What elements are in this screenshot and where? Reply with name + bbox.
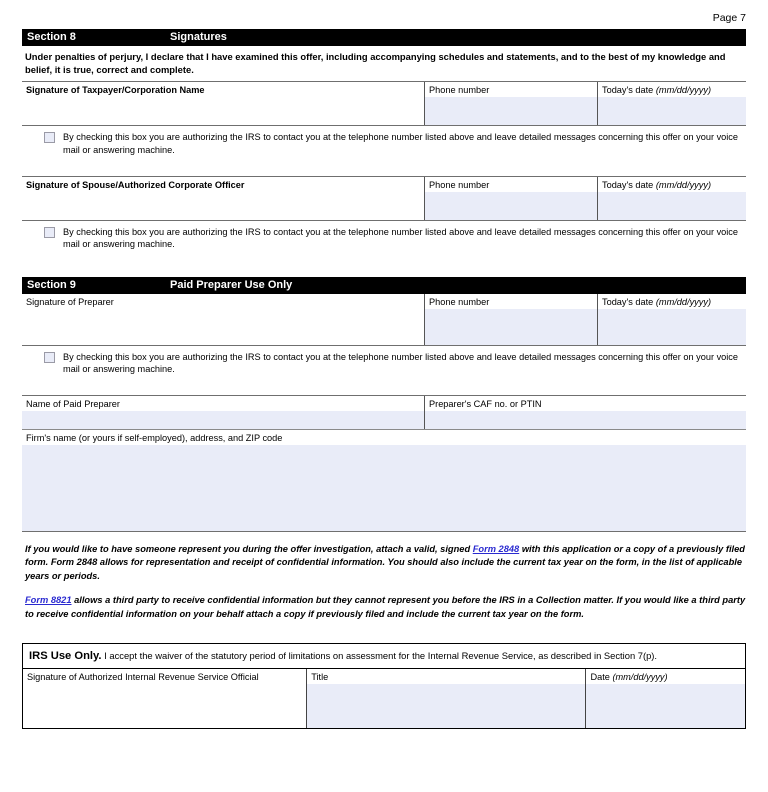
page-number: Page 7 xyxy=(712,12,746,24)
spouse-phone-label: Phone number xyxy=(429,179,490,190)
section-8-number: Section 8 xyxy=(27,31,76,43)
spouse-signature-label: Signature of Spouse/Authorized Corporate Officer xyxy=(26,179,245,190)
section-8-header xyxy=(22,29,746,46)
perjury-statement: Under penalties of perjury, I declare that I have examined this offer, including accompanying schedules and statements, and to the best of my knowledge and belief, it is true, correct and complete. xyxy=(25,51,726,76)
spouse-signature-cell xyxy=(22,177,424,220)
irs-use-only-heading-text: I accept the waiver of the statutory period of limitations on assessment for the Internal Revenue Service, as described in Section 7(p). xyxy=(101,650,658,661)
irs-use-only-box xyxy=(22,643,746,729)
form-2848-note xyxy=(22,543,746,583)
preparer-signature-label: Signature of Preparer xyxy=(26,296,114,307)
preparer-date-input[interactable] xyxy=(598,309,746,345)
taxpayer-authorization-text: By checking this box you are authorizing the IRS to contact you at the telephone number listed above and leave detailed messages concerning this offer on your voice mail or answering machine. xyxy=(63,132,739,155)
preparer-date-format: (mm/dd/yyyy) xyxy=(655,296,711,307)
taxpayer-phone-cell xyxy=(424,82,597,125)
section-8-title: Signatures xyxy=(170,31,227,43)
taxpayer-date-cell xyxy=(597,82,746,125)
taxpayer-authorization-checkbox[interactable] xyxy=(44,132,55,143)
firm-name-cell xyxy=(22,430,746,531)
spacer xyxy=(22,163,746,176)
spouse-signature-row xyxy=(22,177,746,220)
taxpayer-signature-cell xyxy=(22,82,424,125)
spouse-date-cell xyxy=(597,177,746,220)
irs-use-only-heading xyxy=(23,644,745,669)
spouse-date-label-text: Today's date xyxy=(602,179,654,190)
taxpayer-signature-label: Signature of Taxpayer/Corporation Name xyxy=(26,85,205,96)
irs-official-signature-label: Signature of Authorized Internal Revenue Service Official xyxy=(27,672,259,682)
spouse-authorization-checkbox[interactable] xyxy=(44,227,55,238)
form-2848-link[interactable]: Form 2848 xyxy=(472,543,520,554)
spacer xyxy=(22,382,746,395)
irs-date-input[interactable] xyxy=(586,684,745,728)
taxpayer-authorization-row[interactable] xyxy=(22,126,746,162)
preparer-authorization-text: By checking this box you are authorizing the IRS to contact you at the telephone number listed above and leave detailed messages concerning this offer on your voice mail or answering machine. xyxy=(63,351,739,375)
preparer-signature-cell xyxy=(22,294,424,345)
spouse-phone-input[interactable] xyxy=(425,192,597,220)
preparer-caf-label: Preparer's CAF no. or PTIN xyxy=(429,398,542,409)
preparer-phone-input[interactable] xyxy=(425,309,597,345)
irs-title-input[interactable] xyxy=(307,684,585,728)
preparer-date-label xyxy=(598,294,746,309)
spouse-phone-cell xyxy=(424,177,597,220)
preparer-signature-row xyxy=(22,294,746,345)
preparer-name-input[interactable] xyxy=(22,411,424,429)
firm-name-input[interactable] xyxy=(22,445,746,531)
spouse-authorization-text: By checking this box you are authorizing the IRS to contact you at the telephone number listed above and leave detailed messages concerning this offer on your voice mail or answering machine. xyxy=(63,226,739,250)
spouse-date-input[interactable] xyxy=(598,192,746,220)
taxpayer-date-label-text: Today's date xyxy=(602,85,654,96)
irs-title-cell xyxy=(306,669,585,728)
section-9-title: Paid Preparer Use Only xyxy=(170,278,293,291)
form-2848-note-part2: with this application or a copy of a previously filed form. Form 2848 allows for representation and receipt of confidential information. You should also include the current tax year on the form, in the list of applicable years or periods. xyxy=(25,543,745,581)
irs-date-label-text: Date xyxy=(590,672,610,682)
spouse-authorization-row[interactable] xyxy=(22,221,746,257)
spouse-signature-input[interactable] xyxy=(22,192,424,220)
firm-name-label: Firm's name (or yours if self-employed), address, and ZIP code xyxy=(26,432,283,443)
preparer-name-row xyxy=(22,396,746,429)
spouse-date-label xyxy=(598,177,746,192)
taxpayer-date-label xyxy=(598,82,746,97)
irs-date-label xyxy=(586,669,745,684)
irs-title-label: Title xyxy=(311,672,329,682)
irs-official-signature-cell xyxy=(23,669,306,728)
spacer xyxy=(22,257,746,277)
preparer-phone-cell xyxy=(424,294,597,345)
taxpayer-date-input[interactable] xyxy=(598,97,746,125)
irs-date-format: (mm/dd/yyyy) xyxy=(612,672,668,682)
preparer-caf-input[interactable] xyxy=(425,411,746,429)
taxpayer-phone-input[interactable] xyxy=(425,97,597,125)
form-8821-link[interactable]: Form 8821 xyxy=(25,595,72,606)
preparer-name-cell xyxy=(22,396,424,429)
preparer-date-label-text: Today's date xyxy=(602,296,654,307)
spouse-date-format: (mm/dd/yyyy) xyxy=(655,179,711,190)
taxpayer-signature-input[interactable] xyxy=(22,97,424,125)
irs-use-only-row xyxy=(23,669,745,728)
taxpayer-phone-label: Phone number xyxy=(429,85,490,96)
irs-official-signature-input[interactable] xyxy=(23,684,306,728)
preparer-signature-input[interactable] xyxy=(22,309,424,345)
section-9-header xyxy=(22,277,746,294)
preparer-caf-cell xyxy=(424,396,746,429)
section-9-number: Section 9 xyxy=(27,278,76,291)
preparer-authorization-row[interactable] xyxy=(22,346,746,382)
taxpayer-date-format: (mm/dd/yyyy) xyxy=(655,85,711,96)
taxpayer-signature-row xyxy=(22,82,746,125)
form-8821-note-part2: allows a third party to receive confidential information but they cannot represent you before the IRS in a Collection matter. If you would like a third party to receive confidential information on your behalf attach a copy if previously filed and include the current tax year on the form. xyxy=(25,595,746,619)
form-2848-note-part1: If you would like to have someone represent you during the offer investigation, attach a valid, signed xyxy=(25,543,473,554)
preparer-authorization-checkbox[interactable] xyxy=(44,352,55,363)
form-8821-note xyxy=(22,594,746,621)
preparer-phone-label: Phone number xyxy=(429,296,490,307)
preparer-date-cell xyxy=(597,294,746,345)
irs-use-only-label: IRS Use Only. xyxy=(29,650,102,662)
irs-date-cell xyxy=(585,669,745,728)
preparer-name-label: Name of Paid Preparer xyxy=(26,398,120,409)
divider xyxy=(22,531,746,532)
